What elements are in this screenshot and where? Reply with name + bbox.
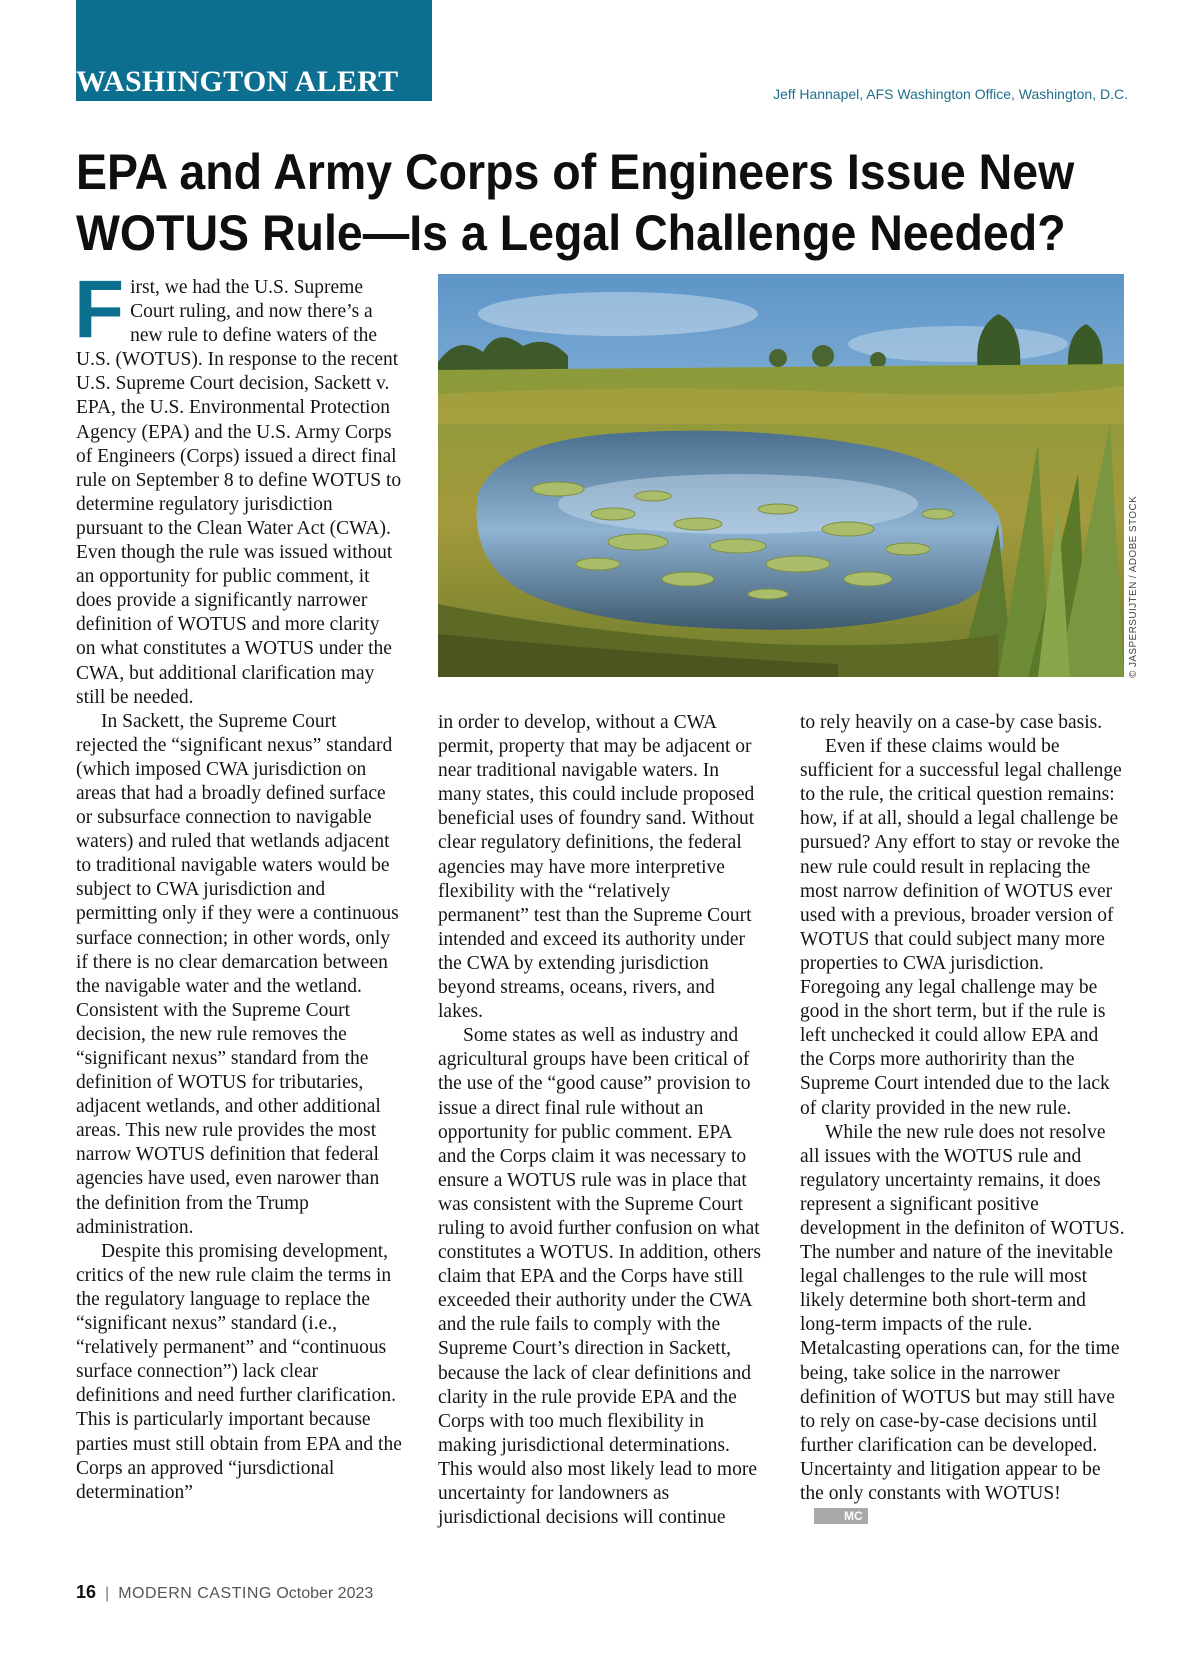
- wetland-pond-photo: [438, 274, 1124, 677]
- end-of-article-mark: MC: [814, 1508, 868, 1524]
- article-column-1: [74, 264, 402, 1505]
- paragraph-5: Even if these claims would be sufficient for a successful legal challenge to the rule, the critical question remains: how, if at all, should a legal challenge be pursued? Any effort to stay or revoke the new rule could result in replacing the most narrow definition of WOTUS ever used with a previous, broader version of WOTUS that could subject many more properties to CWA jurisdiction. Foregoing any legal challenge may be good in the short term, but if the rule is left unchecked it could allow EPA and the Corps more authoririty than the Supreme Court intended due to the lack of clarity provided in the new rule.: [800, 736, 1122, 1119]
- photo-credit: © JASPERSUIJTEN / ADOBE STOCK: [1128, 495, 1139, 678]
- section-label: WASHINGTON ALERT: [76, 65, 399, 98]
- paragraph-4: Some states as well as industry and agricultural groups have been critical of the use of the “good cause” provision to issue a direct final rule without an opportunity for public comment. EPA and the Corps claim it was necessary to ensure a WOTUS rule was in place that was consistent with the Supreme Court ruling to avoid further confusion on what constitutes a WOTUS. In addition, others claim that EPA and the Corps have still exceeded their authority under the CWA and the rule fails to comply with the Supreme Court’s direction in Sackett, because the lack of clear definitions and clarity in the rule provide EPA and the Corps with too much flexibility in making jurisdictional determinations. This would also most likely lead to more uncertainty for landowners as jurisdictional decisions will continue: [438, 1025, 761, 1529]
- headline-line-2: WOTUS Rule—Is a Legal Challenge Needed?: [76, 205, 1066, 261]
- article-column-3: [800, 711, 1126, 1530]
- paragraph-6: [800, 1121, 1126, 1531]
- page-footer: [76, 1582, 373, 1603]
- page-number: 16: [76, 1582, 97, 1602]
- article-column-2: [438, 711, 764, 1530]
- drop-cap: F: [74, 264, 125, 355]
- footer-separator: |: [105, 1585, 110, 1602]
- paragraph-3-continued: in order to develop, without a CWA permit, property that may be adjacent or near traditional navigable waters. In many states, this could include proposed beneficial uses of foundry sand. Without clear regulatory definitions, the federal agencies may have more interpretive flexibility with the “relatively permanent” test than the Supreme Court intended and exceed its authority under the CWA by extending jurisdiction beyond streams, oceans, rivers, and lakes.: [438, 712, 755, 1023]
- headline-line-1: EPA and Army Corps of Engineers Issue New: [76, 144, 1075, 200]
- paragraph-1-text: irst, we had the U.S. Supreme Court ruling, and now there’s a new rule to define waters of the U.S. (WOTUS). In response to the recent U.S. Supreme Court decision, Sackett v. EPA, the U.S. Environmental Protection Agency (EPA) and the U.S. Army Corps of Engineers (Corps) issued a direct final rule on September 8 to define WOTUS to determine regulatory jurisdiction pursuant to the Clean Water Act (CWA). Even though the rule was issued without an opportunity for public comment, it does provide a significantly narrower definition of WOTUS and more clarity on what constitutes a WOTUS under the CWA, but additional clarification may still be needed.: [76, 277, 402, 708]
- paragraph-4-continued: to rely heavily on a case-by case basis.: [800, 712, 1103, 733]
- paragraph-1: [74, 264, 402, 710]
- paragraph-6-text: While the new rule does not resolve all issues with the WOTUS rule and regulatory uncertainty remains, it does represent a significant positive development in the definiton of WOTUS. The number and nature of the inevitable legal challenges to the rule will most likely determine both short-term and long-term impacts of the rule. Metalcasting operations can, for the time being, take solice in the narrower definition of WOTUS but may still have to rely on case-by-case decisions until further clarification can be developed. Uncertainty and litigation appear to be the only constants with WOTUS!: [800, 1121, 1125, 1504]
- article-headline: [76, 142, 1080, 264]
- magazine-name: MODERN CASTING: [118, 1585, 272, 1602]
- paragraph-2: In Sackett, the Supreme Court rejected the “significant nexus” standard (which imposed CWA jurisdiction on areas that had a broadly defined surface or subsurface connection to navigable waters) and ruled that wetlands adjacent to traditional navigable waters would be subject to CWA jurisdiction and permitting only if they were a continuous surface connection; in other words, only if there is no clear demarcation between the navigable water and the wetland. Consistent with the Supreme Court decision, the new rule removes the “significant nexus” standard from the definition of WOTUS for tributaries, adjacent wetlands, and other additional areas. This new rule provides the most narrow WOTUS definition that federal agencies have used, even narower than the definition from the Trump administration.: [76, 710, 399, 1238]
- author-byline: Jeff Hannapel, AFS Washington Office, Washington, D.C.: [773, 86, 1128, 102]
- paragraph-3-start: Despite this promising development, critics of the new rule claim the terms in the regulatory language to replace the “significant nexus” standard (i.e., “relatively permanent” and “continuous surface connection”) lack clear definitions and need further clarification. This is particularly important because parties must still obtain from EPA and the Corps an approved “jursdictional determination”: [76, 1240, 402, 1503]
- issue-date: October 2023: [276, 1585, 374, 1602]
